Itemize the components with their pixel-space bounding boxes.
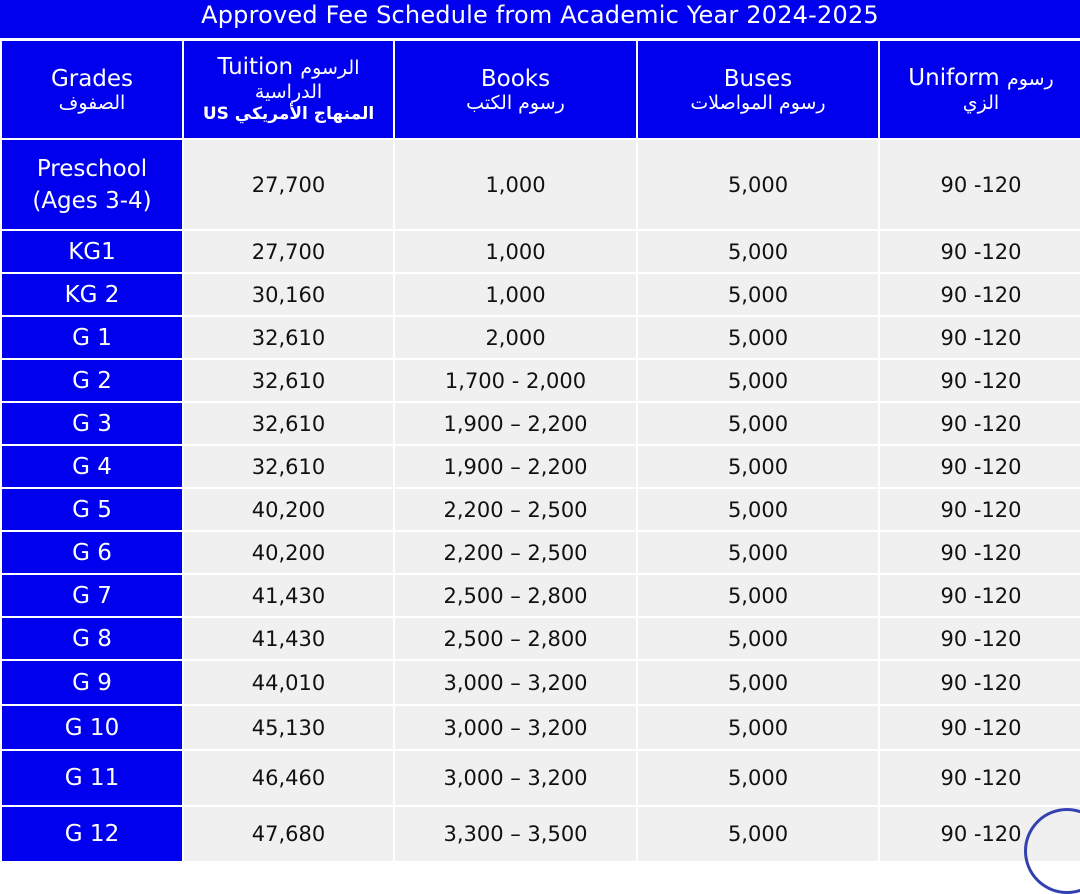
uniform-cell: 90 -120 xyxy=(879,402,1080,445)
header-uniform-ar2: الزي xyxy=(962,92,1000,114)
header-grades-en: Grades xyxy=(50,65,134,92)
grade-label: G 3 xyxy=(72,410,112,437)
grade-cell xyxy=(1,531,183,574)
header-buses-ar: رسوم المواصلات xyxy=(690,91,826,114)
grade-cell xyxy=(1,750,183,806)
uniform-cell: 90 -120 xyxy=(879,316,1080,359)
header-tuition-ar1: الرسوم xyxy=(300,57,360,79)
table-row xyxy=(1,617,1080,660)
books-cell: 1,000 xyxy=(394,273,637,316)
grade-cell xyxy=(1,139,183,230)
buses-cell: 5,000 xyxy=(637,445,879,488)
uniform-cell: 90 -120 xyxy=(879,660,1080,705)
header-uniform xyxy=(879,40,1080,139)
books-cell: 2,200 – 2,500 xyxy=(394,531,637,574)
grade-sublabel: (Ages 3-4) xyxy=(32,187,152,214)
header-grades xyxy=(1,40,183,139)
books-cell: 3,300 – 3,500 xyxy=(394,806,637,862)
books-cell: 1,900 – 2,200 xyxy=(394,402,637,445)
uniform-cell: 90 -120 xyxy=(879,617,1080,660)
table-row xyxy=(1,531,1080,574)
grade-label: G 8 xyxy=(72,625,112,652)
fee-table xyxy=(0,39,1080,863)
grade-cell xyxy=(1,705,183,750)
grade-label: G 12 xyxy=(64,821,120,847)
header-tuition-ar2: الدراسية xyxy=(254,81,323,103)
tuition-cell: 40,200 xyxy=(183,488,394,531)
header-books-en: Books xyxy=(480,65,551,92)
grade-label: G 1 xyxy=(72,324,112,351)
table-row xyxy=(1,139,1080,230)
table-row xyxy=(1,660,1080,705)
tuition-cell: 45,130 xyxy=(183,705,394,750)
grade-cell xyxy=(1,445,183,488)
grade-label: KG1 xyxy=(68,238,116,265)
buses-cell: 5,000 xyxy=(637,402,879,445)
grade-cell xyxy=(1,316,183,359)
page-title: Approved Fee Schedule from Academic Year 2024-2025 xyxy=(0,0,1080,38)
header-tuition xyxy=(183,40,394,139)
table-row xyxy=(1,273,1080,316)
grade-label: KG 2 xyxy=(64,281,120,308)
table-row xyxy=(1,574,1080,617)
books-cell: 2,200 – 2,500 xyxy=(394,488,637,531)
grade-label: G 7 xyxy=(72,582,112,609)
tuition-cell: 32,610 xyxy=(183,402,394,445)
grade-label: G 9 xyxy=(72,669,112,696)
uniform-cell: 90 -120 xyxy=(879,574,1080,617)
books-cell: 3,000 – 3,200 xyxy=(394,750,637,806)
buses-cell: 5,000 xyxy=(637,574,879,617)
grade-cell xyxy=(1,617,183,660)
uniform-cell: 90 -120 xyxy=(879,488,1080,531)
table-row xyxy=(1,488,1080,531)
buses-cell: 5,000 xyxy=(637,273,879,316)
buses-cell: 5,000 xyxy=(637,660,879,705)
header-buses-en: Buses xyxy=(723,65,793,92)
buses-cell: 5,000 xyxy=(637,359,879,402)
tuition-cell: 47,680 xyxy=(183,806,394,862)
buses-cell: 5,000 xyxy=(637,705,879,750)
tuition-cell: 32,610 xyxy=(183,359,394,402)
header-books xyxy=(394,40,637,139)
uniform-cell: 90 -120 xyxy=(879,273,1080,316)
buses-cell: 5,000 xyxy=(637,750,879,806)
grade-cell xyxy=(1,402,183,445)
grade-label: G 5 xyxy=(72,496,112,523)
grade-cell xyxy=(1,359,183,402)
grade-label: G 4 xyxy=(72,453,112,480)
books-cell: 1,000 xyxy=(394,230,637,273)
uniform-cell: 90 -120 xyxy=(879,230,1080,273)
tuition-cell: 40,200 xyxy=(183,531,394,574)
table-row xyxy=(1,316,1080,359)
books-cell: 1,700 - 2,000 xyxy=(394,359,637,402)
grade-label: G 10 xyxy=(64,714,120,741)
tuition-cell: 30,160 xyxy=(183,273,394,316)
header-uniform-en: Uniform xyxy=(908,65,1000,91)
header-uniform-ar1: رسوم xyxy=(1007,68,1054,90)
table-row xyxy=(1,230,1080,273)
buses-cell: 5,000 xyxy=(637,617,879,660)
buses-cell: 5,000 xyxy=(637,230,879,273)
table-row xyxy=(1,705,1080,750)
uniform-cell: 90 -120 xyxy=(879,750,1080,806)
books-cell: 2,500 – 2,800 xyxy=(394,574,637,617)
tuition-cell: 46,460 xyxy=(183,750,394,806)
header-row xyxy=(1,40,1080,139)
grade-label: G 11 xyxy=(64,765,120,791)
tuition-cell: 44,010 xyxy=(183,660,394,705)
uniform-cell: 90 -120 xyxy=(879,359,1080,402)
uniform-cell: 90 -120 xyxy=(879,531,1080,574)
books-cell: 1,900 – 2,200 xyxy=(394,445,637,488)
buses-cell: 5,000 xyxy=(637,531,879,574)
grade-cell xyxy=(1,660,183,705)
table-row xyxy=(1,402,1080,445)
books-cell: 1,000 xyxy=(394,139,637,230)
tuition-cell: 32,610 xyxy=(183,445,394,488)
tuition-cell: 41,430 xyxy=(183,574,394,617)
buses-cell: 5,000 xyxy=(637,316,879,359)
header-tuition-en: Tuition xyxy=(217,54,294,80)
books-cell: 2,500 – 2,800 xyxy=(394,617,637,660)
table-row xyxy=(1,750,1080,806)
grade-cell xyxy=(1,574,183,617)
buses-cell: 5,000 xyxy=(637,806,879,862)
buses-cell: 5,000 xyxy=(637,139,879,230)
books-cell: 2,000 xyxy=(394,316,637,359)
table-row xyxy=(1,359,1080,402)
tuition-cell: 27,700 xyxy=(183,139,394,230)
grade-cell xyxy=(1,273,183,316)
header-buses xyxy=(637,40,879,139)
books-cell: 3,000 – 3,200 xyxy=(394,705,637,750)
grade-label: Preschool xyxy=(36,155,148,182)
header-tuition-ar3: المنهاج الأمريكي US xyxy=(202,104,375,124)
tuition-cell: 41,430 xyxy=(183,617,394,660)
uniform-cell: 90 -120 xyxy=(879,139,1080,230)
grade-cell xyxy=(1,488,183,531)
header-grades-ar: الصفوف xyxy=(58,91,126,114)
uniform-cell: 90 -120 xyxy=(879,705,1080,750)
uniform-cell: 90 -120 xyxy=(879,445,1080,488)
tuition-cell: 32,610 xyxy=(183,316,394,359)
grade-label: G 6 xyxy=(72,539,112,566)
buses-cell: 5,000 xyxy=(637,488,879,531)
tuition-cell: 27,700 xyxy=(183,230,394,273)
grade-cell xyxy=(1,230,183,273)
header-books-ar: رسوم الكتب xyxy=(466,91,565,114)
table-row xyxy=(1,445,1080,488)
grade-label: G 2 xyxy=(72,367,112,394)
uniform-cell: 90 -120 xyxy=(879,806,1080,862)
books-cell: 3,000 – 3,200 xyxy=(394,660,637,705)
